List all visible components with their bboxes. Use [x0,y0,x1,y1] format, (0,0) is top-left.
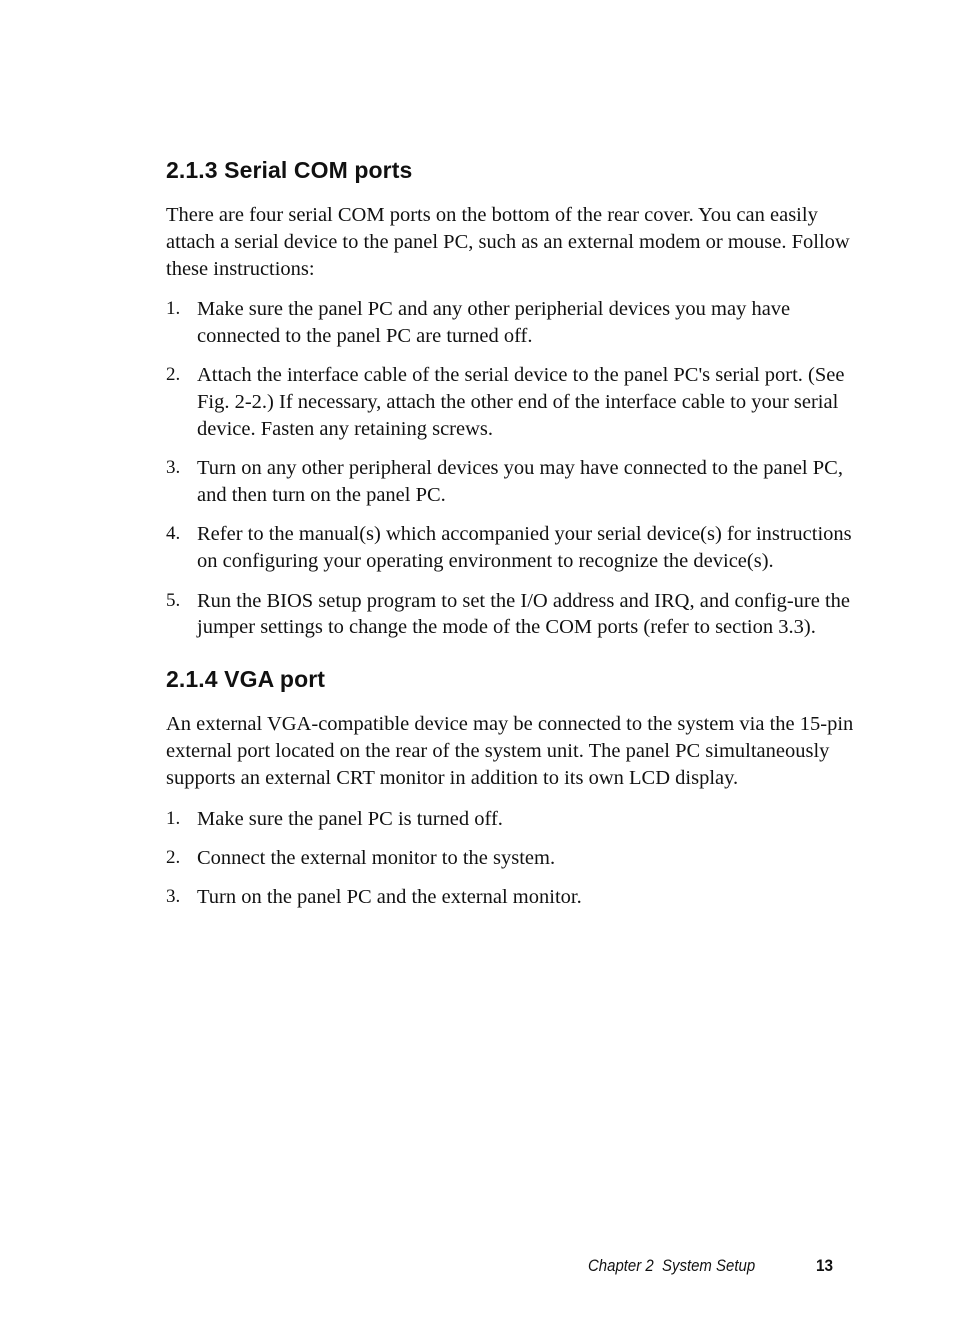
section-heading: 2.1.4 VGA port [166,666,326,693]
instruction-list [166,296,866,641]
section-heading: 2.1.3 Serial COM ports [166,157,413,183]
section-serial-com-ports [166,150,866,641]
list-item-number: 3. [166,457,181,479]
list-item-text: Turn on the panel PC and the external monitor. [197,886,582,909]
list-item [166,806,866,833]
list-item-number: 1. [166,807,181,829]
list-item [166,845,866,872]
section-intro: An external VGA-compatible device may be connected to the system via the 15-pin external port located on the rear of the system unit. The panel PC simultaneously supports an external CRT monitor in addition to its own LCD display. [166,713,854,789]
instruction-list [166,806,866,911]
list-item-text: Make sure the panel PC and any other peripherial devices you may have connected to the panel PC are turned off. [197,298,791,348]
page-content [166,150,866,923]
list-item-number: 5. [166,589,181,611]
list-item [166,521,866,575]
section-vga-port [166,659,866,911]
list-item [166,296,866,350]
list-item-number: 2. [166,846,181,868]
list-item-text: Run the BIOS setup program to set the I/O address and IRQ, and config-ure the jumper settings to change the mode of the COM ports (refer to section 3.3). [197,589,851,639]
list-item [166,362,866,442]
list-item [166,884,866,911]
page-footer [588,1254,838,1278]
list-item [166,588,866,642]
list-item-number: 3. [166,886,181,908]
list-item-text: Make sure the panel PC is turned off. [197,807,503,830]
list-item-text: Turn on any other peripheral devices you may have connected to the panel PC, and then turn on the panel PC. [197,457,843,507]
list-item-number: 1. [166,298,181,320]
list-item [166,455,866,509]
list-item-text: Refer to the manual(s) which accompanied your serial device(s) for instructions on configuring your operating environment to recognize the device(s). [197,523,852,573]
section-intro: There are four serial COM ports on the bottom of the rear cover. You can easily attach a serial device to the panel PC, such as an external modem or mouse. Follow these instructions: [166,204,850,280]
page-number: 13 [816,1256,834,1275]
list-item-number: 4. [166,523,181,545]
list-item-number: 2. [166,364,181,386]
list-item-text: Attach the interface cable of the serial device to the panel PC's serial port. (See Fig. 2-2.) If necessary, attach the other end of the interface cable to your serial device. Fasten any retaining screws. [197,364,845,441]
list-item-text: Connect the external monitor to the system. [197,846,556,869]
chapter-label: Chapter 2 System Setup [588,1256,756,1275]
